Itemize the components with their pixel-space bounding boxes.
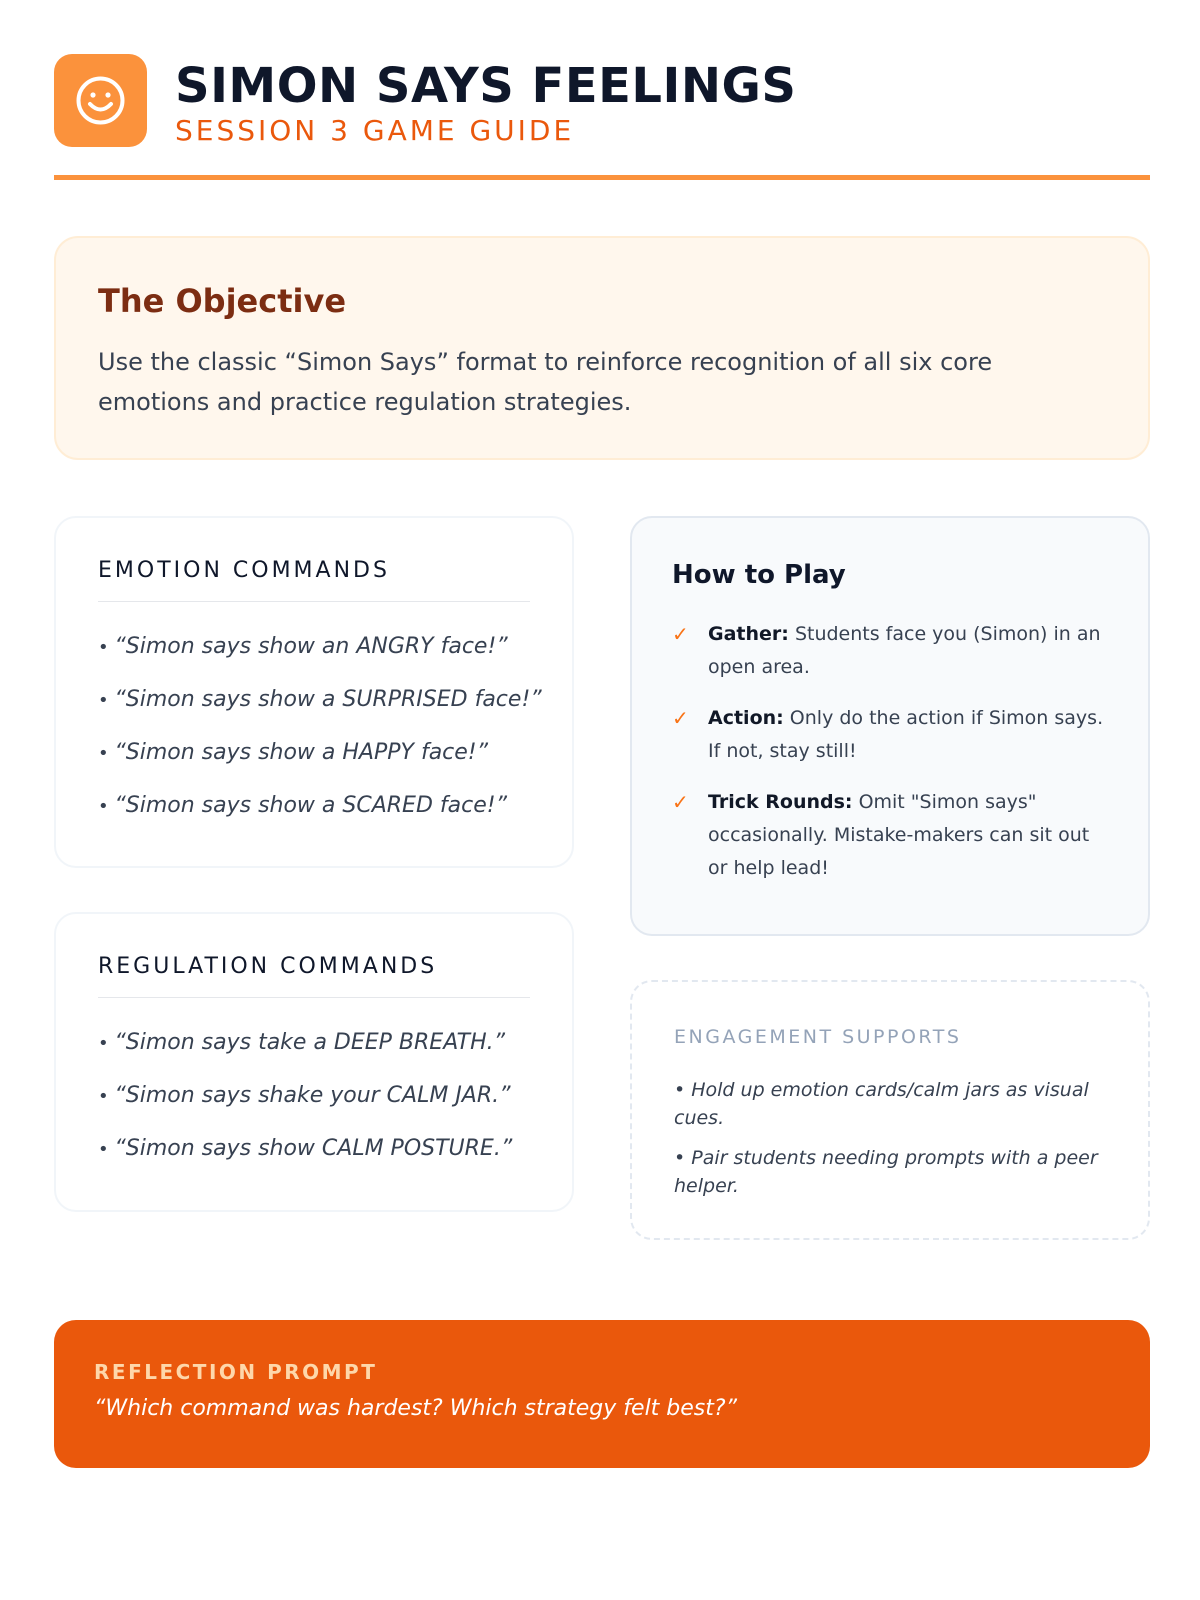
list-item: • “Simon says show a HAPPY face!”	[98, 726, 530, 779]
smiley-face-icon	[74, 74, 127, 127]
regulation-commands-card	[54, 912, 574, 1212]
page-subtitle: SESSION 3 GAME GUIDE	[175, 114, 575, 147]
page-title: SIMON SAYS FEELINGS	[175, 58, 797, 114]
list-item: • “Simon says show CALM POSTURE.”	[98, 1122, 530, 1175]
list-item: • “Simon says show a SURPRISED face!”	[98, 673, 530, 726]
step-trick-rounds	[672, 786, 1108, 885]
objective-text: Use the classic “Simon Says” format to reinforce recognition of all six core emotions and practice regulation strategies.	[98, 348, 993, 416]
step-action	[672, 702, 1108, 768]
reflection-heading: REFLECTION PROMPT	[94, 1360, 378, 1384]
engagement-supports-card	[630, 980, 1150, 1240]
regulation-commands-list	[98, 1016, 530, 1175]
step-text: Omit "Simon says" occasionally. Mistake-makers can sit out or help lead!	[708, 791, 1090, 879]
emotion-commands-heading: EMOTION COMMANDS	[98, 558, 530, 602]
check-icon: ✓	[672, 790, 689, 814]
emotion-commands-list	[98, 620, 542, 832]
list-item: • Hold up emotion cards/calm jars as visual cues.	[674, 1079, 1089, 1129]
logo-badge	[54, 54, 147, 147]
objective-heading: The Objective	[98, 282, 347, 320]
step-label: Trick Rounds:	[708, 791, 853, 813]
engagement-supports-heading: ENGAGEMENT SUPPORTS	[674, 1026, 962, 1048]
reflection-text: “Which command was hardest? Which strategy felt best?”	[94, 1396, 737, 1421]
how-to-play-heading: How to Play	[672, 560, 846, 590]
list-item: • “Simon says show an ANGRY face!”	[98, 620, 530, 673]
step-label: Action:	[708, 707, 784, 729]
check-icon: ✓	[672, 706, 689, 730]
page-header	[54, 54, 1150, 180]
emotion-commands-card	[54, 516, 574, 868]
objective-card	[54, 236, 1150, 460]
step-text: Only do the action if Simon says. If not, stay still!	[708, 707, 1104, 762]
list-item: • Pair students needing prompts with a peer helper.	[674, 1147, 1098, 1197]
list-item: • “Simon says show a SCARED face!”	[98, 779, 530, 832]
step-gather	[672, 618, 1108, 684]
check-icon: ✓	[672, 622, 689, 646]
list-item: • “Simon says shake your CALM JAR.”	[98, 1069, 530, 1122]
step-label: Gather:	[708, 623, 789, 645]
how-to-play-card	[630, 516, 1150, 936]
list-item: • “Simon says take a DEEP BREATH.”	[98, 1016, 530, 1069]
regulation-commands-heading: REGULATION COMMANDS	[98, 954, 530, 998]
reflection-prompt-banner	[54, 1320, 1150, 1468]
step-text: Students face you (Simon) in an open area.	[708, 623, 1101, 678]
